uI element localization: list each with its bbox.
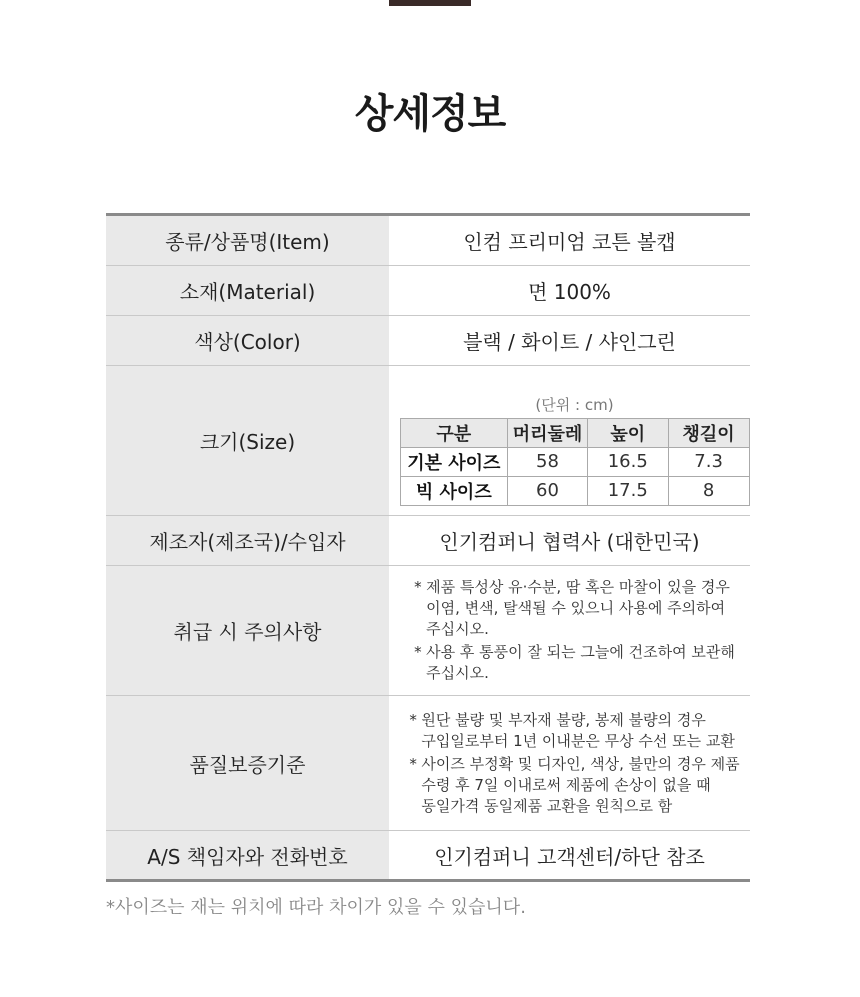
- row-warranty: [106, 696, 750, 831]
- row-as: [106, 831, 750, 879]
- note-bullet: *: [409, 710, 417, 729]
- row-value: 면 100%: [528, 280, 611, 304]
- row-label: 크기(Size): [106, 366, 389, 515]
- size-table-row: [400, 476, 749, 505]
- care-notes: [389, 566, 750, 695]
- size-cell: [389, 366, 750, 515]
- row-value: 인기컴퍼니 협력사 (대한민국): [439, 530, 700, 554]
- size-cell-value: 7.3: [668, 447, 749, 476]
- size-table: [400, 418, 750, 506]
- note-item: [414, 577, 735, 640]
- row-material: [106, 266, 750, 316]
- page-title: 상세정보: [354, 91, 506, 137]
- note-bullet: *: [414, 578, 422, 596]
- row-label: 취급 시 주의사항: [106, 566, 389, 695]
- row-label: A/S 책임자와 전화번호: [106, 831, 389, 879]
- size-cell-value: 16.5: [587, 447, 668, 476]
- size-cell-value: 8: [668, 476, 749, 505]
- size-header-cell: 챙길이: [668, 418, 749, 447]
- row-value: 블랙 / 화이트 / 샤인그린: [463, 330, 676, 354]
- size-header-cell: 높이: [587, 418, 668, 447]
- row-value: 인기컴퍼니 고객센터/하단 참조: [434, 844, 705, 869]
- row-label: 종류/상품명(Item): [106, 216, 389, 265]
- row-label: 제조자(제조국)/수입자: [106, 516, 389, 565]
- size-cell-value: 60: [508, 476, 588, 505]
- row-label: 색상(Color): [106, 316, 389, 365]
- size-footnote: *사이즈는 재는 위치에 따라 차이가 있을 수 있습니다.: [106, 897, 526, 918]
- note-text: 사이즈 부정확 및 디자인, 색상, 불만의 경우 제품 수령 후 7일 이내로써 제품에 손상이 없을 때 동일가격 동일제품 교환을 원칙으로 함: [421, 754, 740, 815]
- row-care: [106, 566, 750, 696]
- size-row-head: 빅 사이즈: [400, 476, 508, 505]
- row-size: [106, 366, 750, 516]
- size-cell-value: 17.5: [587, 476, 668, 505]
- note-text: 사용 후 통풍이 잘 되는 그늘에 건조하여 보관해 주십시오.: [426, 643, 735, 682]
- row-item: [106, 216, 750, 266]
- row-value: 인컴 프리미엄 코튼 볼캡: [463, 230, 676, 254]
- size-table-row: [400, 447, 749, 476]
- size-header-cell: 머리둘레: [508, 418, 588, 447]
- note-item: [414, 642, 735, 684]
- top-accent-bar: [389, 0, 471, 6]
- size-table-header: [400, 418, 749, 447]
- row-label: 품질보증기준: [106, 696, 389, 830]
- note-bullet: *: [409, 754, 417, 773]
- size-row-head: 기본 사이즈: [400, 447, 508, 476]
- row-label: 소재(Material): [106, 266, 389, 315]
- size-unit: (단위 : cm): [535, 395, 614, 414]
- size-header-cell: 구분: [400, 418, 508, 447]
- note-text: 원단 불량 및 부자재 불량, 봉제 불량의 경우 구입일로부터 1년 이내분은 무상 수선 또는 교환: [421, 710, 735, 750]
- row-maker: [106, 516, 750, 566]
- product-info-table: [106, 213, 750, 882]
- note-text: 제품 특성상 유·수분, 땀 혹은 마찰이 있을 경우 이염, 변색, 탈색될 수 있으니 사용에 주의하여 주십시오.: [426, 578, 730, 638]
- note-item: [409, 754, 739, 817]
- warranty-notes: [389, 696, 750, 830]
- size-cell-value: 58: [508, 447, 588, 476]
- note-item: [409, 710, 739, 752]
- note-bullet: *: [414, 643, 422, 661]
- row-color: [106, 316, 750, 366]
